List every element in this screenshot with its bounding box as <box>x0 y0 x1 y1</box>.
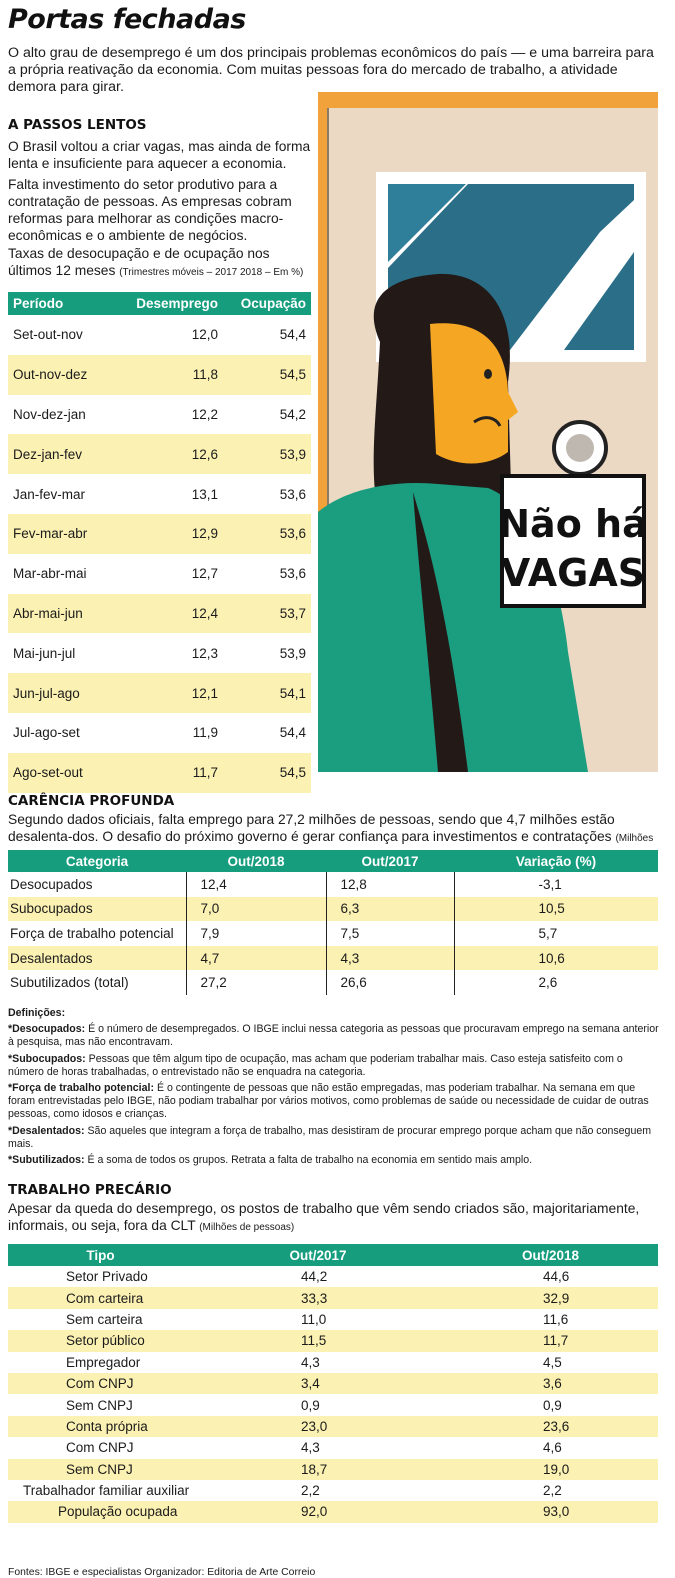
table-cell: 53,7 <box>222 594 311 634</box>
table-cell: 7,9 <box>186 921 326 946</box>
table-row <box>8 554 311 594</box>
table-cell: Subocupados <box>8 897 186 922</box>
table-cell: 4,5 <box>543 1354 562 1370</box>
table-cell: Mai-jun-jul <box>8 633 118 673</box>
table-cell: 33,3 <box>193 1287 443 1308</box>
table-cell: Conta própria <box>8 1416 193 1437</box>
definition-item <box>8 1023 660 1049</box>
table-cell: 93,0 <box>443 1501 658 1522</box>
table-cell: Setor Privado <box>66 1269 148 1285</box>
col-header-tipo: Tipo <box>8 1244 193 1266</box>
table-row <box>8 1437 658 1458</box>
table-cell: 12,7 <box>118 554 222 594</box>
section-2-text: Segundo dados oficiais, falta emprego para 27,2 milhões de pessoas, sendo que 4,7 milhões estão desalenta-dos. O desafio do próximo governo é gerar confiança para investimentos e contratações <box>8 812 615 844</box>
definition-text: É a soma de todos os grupos. Retrata a falta de trabalho na economia em sentido mais amplo. <box>84 1154 533 1167</box>
table-row <box>8 1309 658 1330</box>
table-cell: 44,2 <box>301 1269 328 1285</box>
col-header-out2018: Out/2018 <box>186 850 326 872</box>
table-cell: 0,9 <box>301 1397 320 1413</box>
table-cell: Jan-fev-mar <box>8 474 118 514</box>
table-row <box>8 1352 658 1373</box>
table-cell: 26,6 <box>326 970 454 995</box>
precarious-work-table <box>8 1244 658 1523</box>
table-cell: 23,0 <box>193 1416 443 1437</box>
section-3-heading: TRABALHO PRECÁRIO <box>8 1182 172 1198</box>
table-row <box>8 594 311 634</box>
table-cell: 12,1 <box>118 673 222 713</box>
table-row <box>8 514 311 554</box>
table-cell: Com CNPJ <box>66 1440 134 1456</box>
table-cell: 53,9 <box>222 633 311 673</box>
no-vacancy-sign <box>498 476 647 606</box>
table-cell: População ocupada <box>8 1501 193 1522</box>
intro-text: O alto grau de desemprego é um dos principais problemas econômicos do país — e uma barreira para a própria reativação da economia. Com muitas pessoas fora do mercado de trabalho, a atividade demora para girar. <box>8 45 654 95</box>
table-cell: Jul-ago-set <box>8 713 118 753</box>
table-cell: Out-nov-dez <box>8 355 118 395</box>
table-row <box>8 753 311 793</box>
table-row <box>8 1459 658 1480</box>
table-cell: 6,3 <box>326 897 454 922</box>
table-row <box>8 713 311 753</box>
table-cell: 3,4 <box>193 1373 443 1394</box>
table-cell: 53,9 <box>222 434 311 474</box>
definition-item <box>8 1125 660 1151</box>
section-2-heading: CARÊNCIA PROFUNDA <box>8 793 175 809</box>
table-cell: Mar-abr-mai <box>8 554 118 594</box>
definition-text: É o número de desempregados. O IBGE inclui nessa categoria as pessoas que procuravam emprego na semana anterior à pesquisa, mas não encontravam. <box>8 1023 659 1049</box>
underemployment-table <box>8 850 658 995</box>
table-cell: 10,6 <box>454 946 658 971</box>
table-cell: 2,6 <box>454 970 658 995</box>
table-cell: 7,0 <box>186 897 326 922</box>
table-cell: 54,2 <box>222 395 311 435</box>
table-cell: 11,9 <box>118 713 222 753</box>
table-row <box>8 897 658 922</box>
definition-term: *Subutilizados: <box>8 1154 85 1167</box>
table-cell: 4,3 <box>301 1440 320 1456</box>
section-1-text-3: Taxas de desocupação e de ocupação nos últimos 12 meses <box>8 246 270 278</box>
section-1-heading: A PASSOS LENTOS <box>8 117 147 133</box>
table-cell: 2,2 <box>301 1483 320 1499</box>
table-cell: Fev-mar-abr <box>8 514 118 554</box>
table-cell: 53,6 <box>222 474 311 514</box>
definition-item <box>8 1053 660 1079</box>
table-cell: 12,2 <box>118 395 222 435</box>
table-cell: Com CNPJ <box>8 1373 193 1394</box>
sources-credit: Fontes: IBGE e especialistas Organizador: Editoria de Arte Correio <box>8 1567 316 1578</box>
table-cell: Nov-dez-jan <box>8 395 118 435</box>
table-cell: 54,4 <box>222 713 311 753</box>
closed-door-illustration <box>318 92 658 772</box>
definition-term: *Força de trabalho potencial: <box>8 1082 154 1095</box>
section-1-text-2: Falta investimento do setor produtivo para a contratação de pessoas. As empresas cobram reformas para melhorar as condições macro-econômicas e o ambiente de negócios. <box>8 177 292 243</box>
section-3-text: Apesar da queda do desemprego, os postos de trabalho que vêm sendo criados são, majoritariamente, informais, ou seja, fora da CLT <box>8 1201 640 1233</box>
table-row <box>8 1287 658 1308</box>
table-cell: 11,7 <box>443 1330 658 1351</box>
sign-line-2: VAGAS <box>500 551 646 595</box>
table-cell: 13,1 <box>118 474 222 514</box>
section-3 <box>8 1182 660 1236</box>
definition-text: É o contingente de pessoas que não estão empregadas, mas poderiam trabalhar. Na semana em que foram entrevistadas pelo IBGE, não podiam trabalhar por vários motivos, como problemas de saúde ou necessidade de cuidar de outras pessoas, como idosos e crianças. <box>8 1082 649 1121</box>
table-cell: 54,1 <box>222 673 311 713</box>
table-cell: Sem carteira <box>66 1311 143 1327</box>
table-cell: 4,3 <box>301 1354 320 1370</box>
table-cell: 4,7 <box>186 946 326 971</box>
col-header-categoria: Categoria <box>8 850 186 872</box>
section-1-note: (Trimestres móveis – 2017 2018 – Em %) <box>119 267 304 278</box>
table-cell: Abr-mai-jun <box>8 594 118 634</box>
table-row <box>8 673 311 713</box>
table-cell: 53,6 <box>222 514 311 554</box>
table-cell: Ago-set-out <box>8 753 118 793</box>
table-cell: 12,4 <box>186 872 326 897</box>
definition-text: São aqueles que integram a força de trabalho, mas desistiram de procurar emprego porque acham que não conseguem mais. <box>8 1124 652 1150</box>
table-row <box>8 872 658 897</box>
table-row <box>8 1330 658 1351</box>
definition-item <box>8 1154 660 1167</box>
table-cell: Com carteira <box>8 1287 193 1308</box>
table-cell: 7,5 <box>326 921 454 946</box>
table-cell: Sem CNPJ <box>8 1459 193 1480</box>
table-cell: Setor público <box>8 1330 193 1351</box>
definitions-heading: Definições: <box>8 1007 66 1019</box>
definition-term: *Subocupados: <box>8 1052 86 1065</box>
section-2-note: (Milhões <box>615 833 654 844</box>
table-row <box>8 1394 658 1415</box>
table-cell: 4,3 <box>326 946 454 971</box>
table-cell: 4,6 <box>543 1440 562 1456</box>
sign-line-1: Não há <box>498 502 648 546</box>
table-cell: 54,5 <box>222 355 311 395</box>
col-header-variacao: Variação (%) <box>454 850 658 872</box>
table-row <box>8 315 311 355</box>
table-cell: 11,0 <box>301 1311 327 1327</box>
table-cell: 11,5 <box>193 1330 443 1351</box>
section-1-text-1: O Brasil voltou a criar vagas, mas ainda de forma lenta e insuficiente para aquecer a economia. <box>8 139 311 171</box>
table-row <box>8 1373 658 1394</box>
table-cell: 19,0 <box>443 1459 658 1480</box>
table-cell: 12,4 <box>118 594 222 634</box>
table-cell: 12,8 <box>326 872 454 897</box>
table-cell: Força de trabalho potencial <box>10 925 174 941</box>
table-row <box>8 1480 658 1501</box>
table-cell: Trabalhador familiar auxiliar <box>23 1483 190 1499</box>
definition-item <box>8 1082 660 1122</box>
table-cell: 12,9 <box>118 514 222 554</box>
table-cell: 27,2 <box>186 970 326 995</box>
unemployment-table <box>8 292 311 793</box>
table-row <box>8 970 658 995</box>
table-cell: 12,6 <box>118 434 222 474</box>
definitions <box>8 1007 660 1170</box>
table-row <box>8 434 311 474</box>
table-cell: Subutilizados (total) <box>10 975 129 991</box>
table-cell: 18,7 <box>193 1459 443 1480</box>
table-row <box>8 633 311 673</box>
table-cell: 12,3 <box>118 633 222 673</box>
table-row <box>8 1416 658 1437</box>
table-cell: 11,7 <box>118 753 222 793</box>
table-cell: Empregador <box>66 1354 141 1370</box>
table-cell: 54,4 <box>222 315 311 355</box>
table-cell: Set-out-nov <box>8 315 118 355</box>
definition-term: *Desalentados: <box>8 1124 85 1137</box>
table-cell: Desocupados <box>10 876 93 892</box>
table-cell: 44,6 <box>543 1269 570 1285</box>
col-header-out2018-b: Out/2018 <box>443 1244 658 1266</box>
table-cell: 92,0 <box>193 1501 443 1522</box>
table-cell: 53,6 <box>222 554 311 594</box>
section-1 <box>8 117 314 281</box>
table-cell: 12,0 <box>118 315 222 355</box>
table-row <box>8 355 311 395</box>
col-header-out2017: Out/2017 <box>326 850 454 872</box>
table-row <box>8 474 311 514</box>
table-cell: 5,7 <box>454 921 658 946</box>
table-row <box>8 395 311 435</box>
table-cell: 11,8 <box>118 355 222 395</box>
col-header-desemprego: Desemprego <box>118 292 222 315</box>
table-row <box>8 1266 658 1287</box>
col-header-periodo: Período <box>8 292 118 315</box>
table-cell: 11,6 <box>543 1311 569 1327</box>
table-row <box>8 921 658 946</box>
table-cell: Desalentados <box>8 946 186 971</box>
definition-text: Pessoas que têm algum tipo de ocupação, mas acham que poderiam trabalhar mais. Caso esteja satisfeito com o número de horas trabalhadas, o entrevistado não se enquadra na categoria. <box>8 1052 623 1078</box>
table-cell: 3,6 <box>443 1373 658 1394</box>
table-cell: Jun-jul-ago <box>8 673 118 713</box>
col-header-out2017-b: Out/2017 <box>193 1244 443 1266</box>
definition-term: *Desocupados: <box>8 1023 86 1036</box>
table-cell: 2,2 <box>543 1483 562 1499</box>
table-cell: -3,1 <box>454 872 658 897</box>
table-cell: 23,6 <box>443 1416 658 1437</box>
table-row <box>8 1501 658 1522</box>
table-cell: Dez-jan-fev <box>8 434 118 474</box>
table-cell: 0,9 <box>543 1397 562 1413</box>
table-cell: 10,5 <box>454 897 658 922</box>
section-3-note: (Milhões de pessoas) <box>199 1222 295 1233</box>
col-header-ocupacao: Ocupação <box>222 292 311 315</box>
table-cell: 54,5 <box>222 753 311 793</box>
table-cell: 32,9 <box>443 1287 658 1308</box>
table-row <box>8 946 658 971</box>
table-cell: Sem CNPJ <box>66 1397 133 1413</box>
page-title: Portas fechadas <box>8 4 246 35</box>
